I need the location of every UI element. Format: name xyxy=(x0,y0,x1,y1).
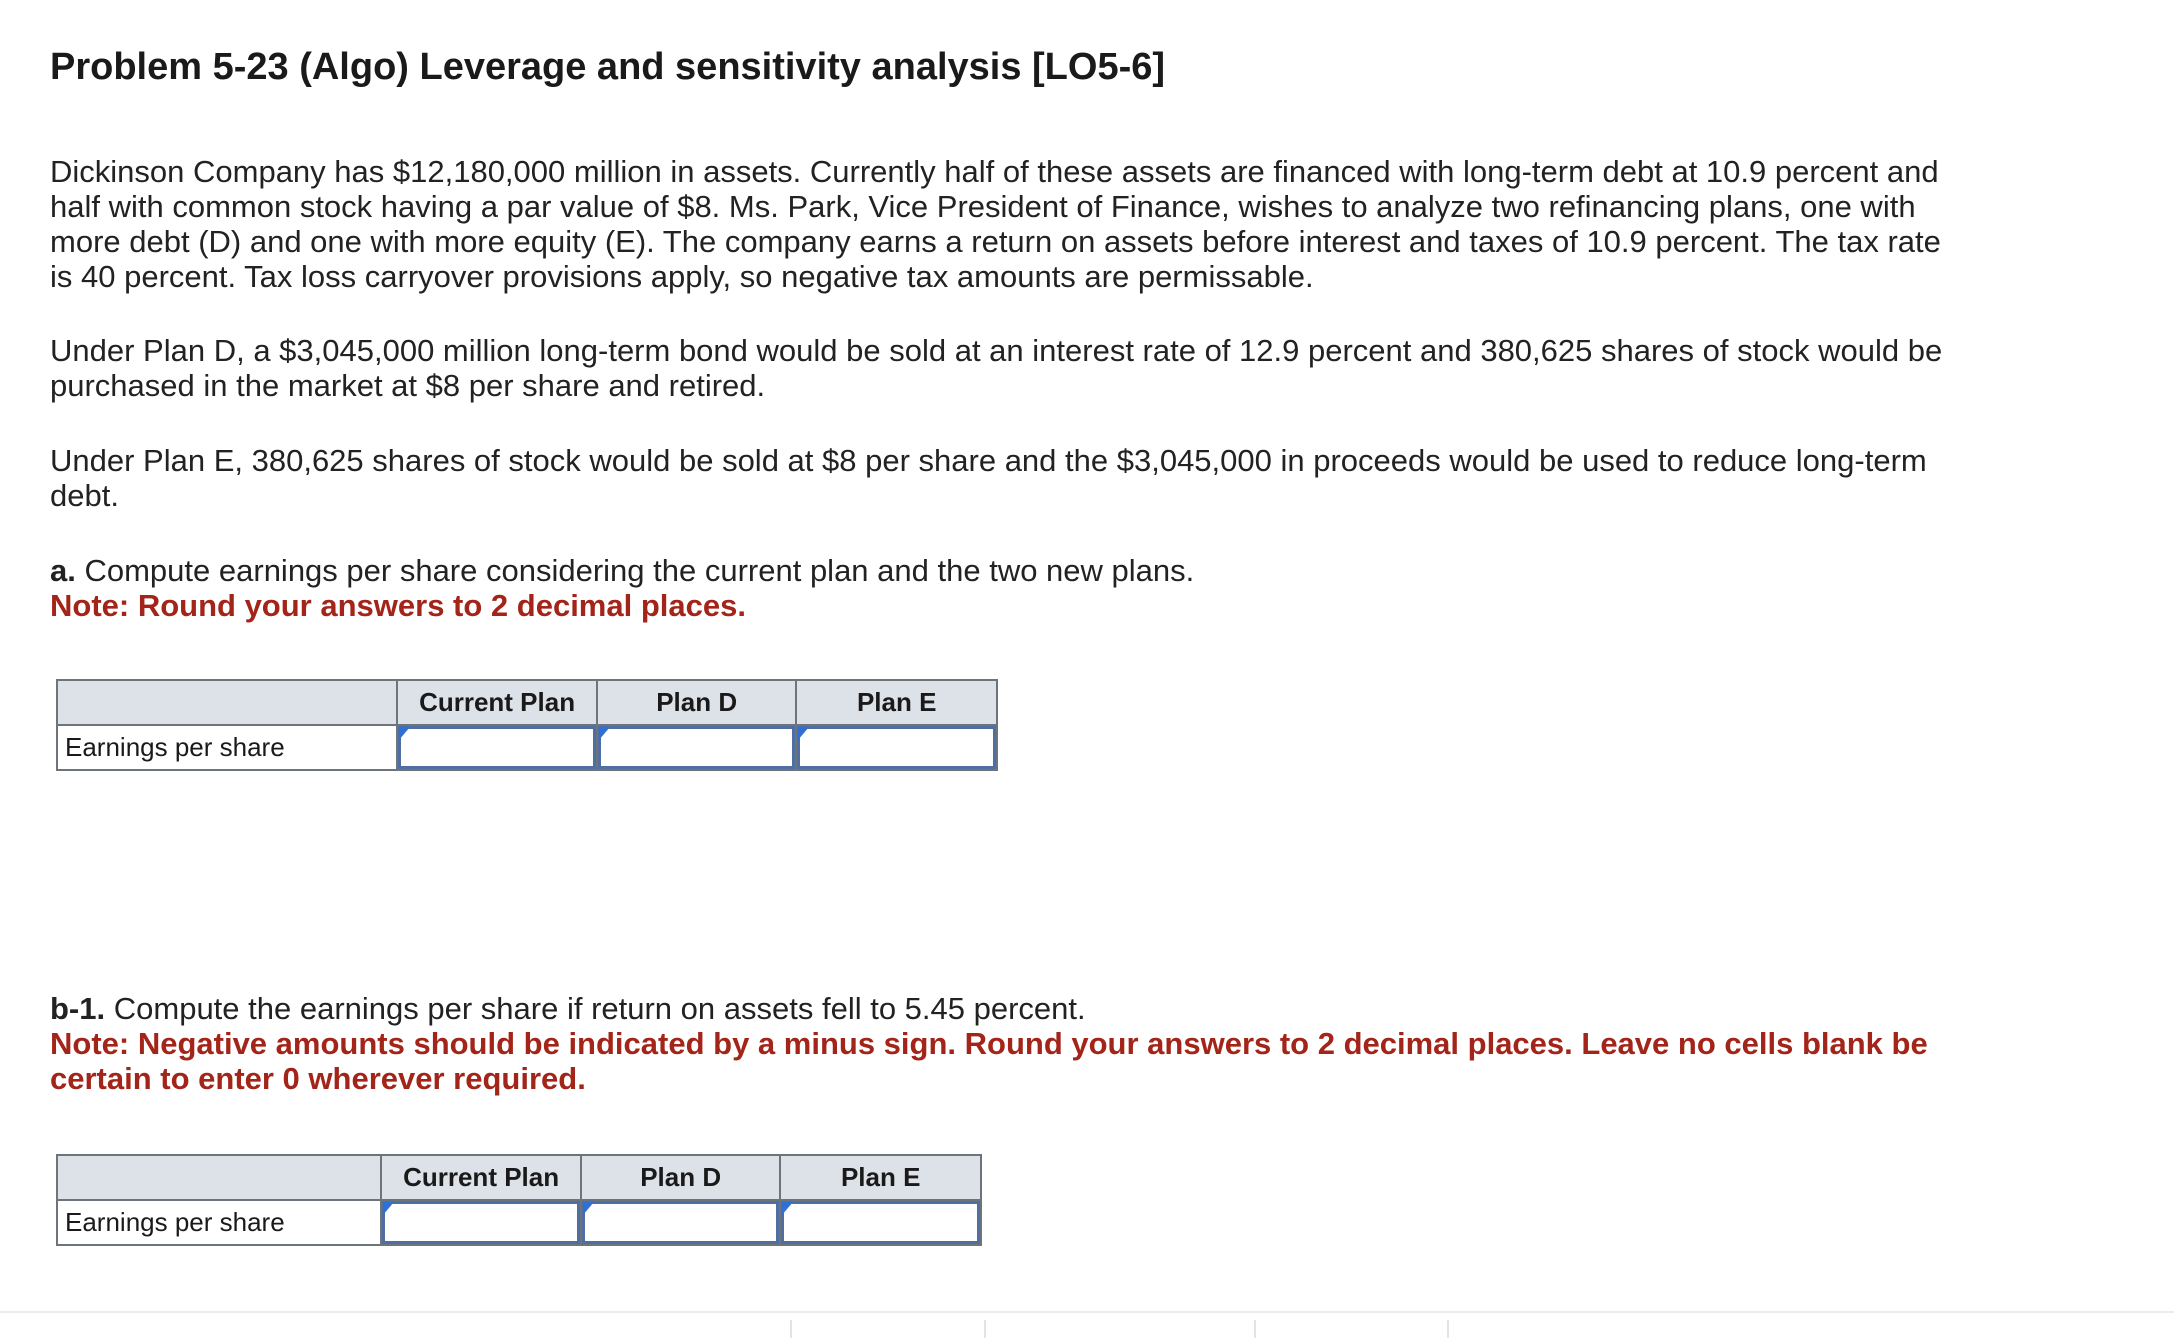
bottom-divider xyxy=(0,1311,2174,1313)
cell-marker-icon xyxy=(798,727,809,740)
header-plan-d: Plan D xyxy=(597,680,797,725)
row-label-eps: Earnings per share xyxy=(57,1200,381,1245)
part-a-label: a. xyxy=(50,553,76,588)
eps-cell-plan-d xyxy=(581,1200,781,1245)
intro-paragraph: Dickinson Company has $12,180,000 million in assets. Currently half of these assets are financed with long-term debt at 10.9 percent and half with common stock having a par value of $8. Ms. Park, Vice President of Finance, wishes to analyze two refinancing plans, one with more debt (D) and one with more equity (E). The company earns a return on assets before interest and taxes of 10.9 percent. The tax rate is 40 percent. Tax loss carryover provisions apply, so negative tax amounts are permissable. xyxy=(50,154,1941,294)
part-b1-note: Note: Negative amounts should be indicated by a minus sign. Round your answers to 2 decimal places. Leave no cells blank be certain to enter 0 wherever required. xyxy=(50,1026,1928,1096)
header-plan-e: Plan E xyxy=(796,680,997,725)
eps-cell-plan-d xyxy=(597,725,797,770)
part-b1-question: Compute the earnings per share if return on assets fell to 5.45 percent. xyxy=(113,991,1086,1026)
plan-d-paragraph: Under Plan D, a $3,045,000 million long-term bond would be sold at an interest rate of 12.9 percent and 380,625 shares of stock would be purchased in the market at $8 per share and retired. xyxy=(50,333,1943,403)
eps-plan-e-input[interactable] xyxy=(797,726,996,769)
cell-marker-icon xyxy=(599,727,610,740)
eps-plan-d-input[interactable] xyxy=(598,726,796,769)
plan-e-paragraph: Under Plan E, 380,625 shares of stock would be sold at $8 per share and the $3,045,000 in proceeds would be used to reduce long-term debt. xyxy=(50,443,1927,513)
eps-cell-current-plan xyxy=(397,725,597,770)
eps-cell-plan-e xyxy=(796,725,997,770)
cell-marker-icon xyxy=(383,1202,394,1215)
part-b1-eps-table xyxy=(56,1154,982,1246)
eps-plan-d-input[interactable] xyxy=(582,1201,780,1244)
cell-marker-icon xyxy=(782,1202,793,1215)
table-header-row xyxy=(57,1155,981,1200)
header-plan-e: Plan E xyxy=(780,1155,981,1200)
divider-tick xyxy=(790,1320,792,1338)
divider-tick xyxy=(1254,1320,1256,1338)
header-blank xyxy=(57,1155,381,1200)
part-a-eps-table xyxy=(56,679,998,771)
divider-tick xyxy=(1447,1320,1449,1338)
table-row xyxy=(57,725,997,770)
header-plan-d: Plan D xyxy=(581,1155,781,1200)
header-current-plan: Current Plan xyxy=(381,1155,581,1200)
eps-current-plan-input[interactable] xyxy=(398,726,596,769)
header-blank xyxy=(57,680,397,725)
part-a-question: Compute earnings per share considering the current plan and the two new plans. xyxy=(84,553,1195,588)
row-label-eps: Earnings per share xyxy=(57,725,397,770)
eps-plan-e-input[interactable] xyxy=(781,1201,980,1244)
header-current-plan: Current Plan xyxy=(397,680,597,725)
part-a-question-block xyxy=(50,553,1950,623)
part-b1-question-block xyxy=(50,991,1950,1096)
table-header-row xyxy=(57,680,997,725)
table-row xyxy=(57,1200,981,1245)
part-b1-label: b-1. xyxy=(50,991,106,1026)
eps-cell-plan-e xyxy=(780,1200,981,1245)
cell-marker-icon xyxy=(399,727,410,740)
eps-cell-current-plan xyxy=(381,1200,581,1245)
problem-title: Problem 5-23 (Algo) Leverage and sensitivity analysis [LO5-6] xyxy=(50,46,1166,88)
divider-tick xyxy=(984,1320,986,1338)
cell-marker-icon xyxy=(583,1202,594,1215)
part-a-note: Note: Round your answers to 2 decimal places. xyxy=(50,588,746,623)
eps-current-plan-input[interactable] xyxy=(382,1201,580,1244)
